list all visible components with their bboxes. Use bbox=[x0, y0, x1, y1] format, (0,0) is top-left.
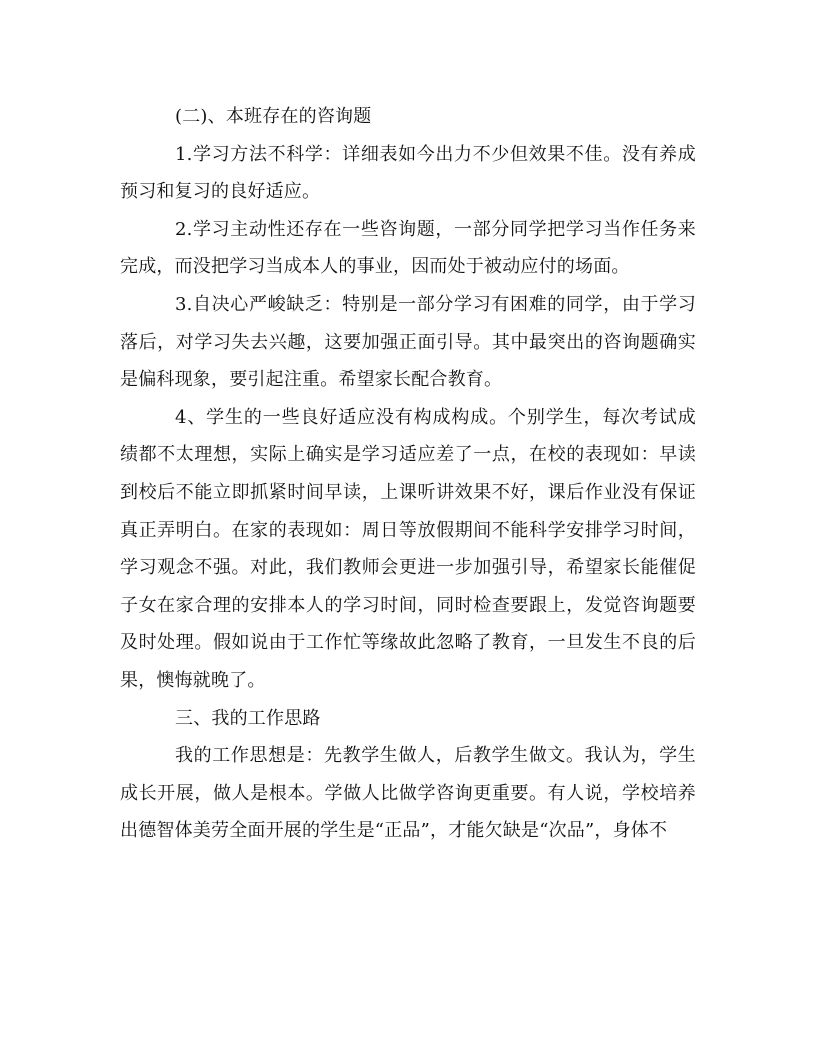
paragraph-work-philosophy: 我的工作思想是：先教学生做人，后教学生做文。我认为，学生成长开展，做人是根本。学做人比做学咨询更重要。有人说，学校培养出德智体美劳全面开展的学生是“正品”，才能欠缺是“次品”，身体不 bbox=[120, 745, 696, 842]
paragraph-learning-method: 1.学习方法不科学：详细表如今出力不少但效果不佳。没有养成预习和复习的良好适应。 bbox=[120, 143, 696, 203]
section-heading-class-issues: (二)、本班存在的咨询题 bbox=[175, 106, 372, 127]
paragraph-self-determination: 3.自决心严峻缺乏：特别是一部分学习有困难的同学，由于学习落后，对学习失去兴趣，这要加强正面引导。其中最突出的咨询题确实是偏科现象，要引起注重。希望家长配合教育。 bbox=[120, 293, 696, 391]
section-heading-work-ideas: 三、我的工作思路 bbox=[175, 707, 321, 729]
paragraph-good-habits: 4、学生的一些良好适应没有构成构成。个别学生，每次考试成绩都不太理想，实际上确实是学习适应差了一点，在校的表现如：早读到校后不能立即抓紧时间早读，上课听讲效果不好，课后作业没有保证真正弄明白。在家的表现如：周日等放假期间不能科学安排学习时间，学习观念不强。对此，我们教师会更进一步加强引导，希望家长能催促子女在家合理的安排本人的学习时间，同时检查要跟上，发觉咨询题要及时处理。假如说由于工作忙等缘故此忽略了教育，一旦发生不良的后果，懊悔就晚了。 bbox=[120, 406, 696, 691]
paragraph-learning-initiative: 2.学习主动性还存在一些咨询题，一部分同学把学习当作任务来完成，而没把学习当成本人的事业，因而处于被动应付的场面。 bbox=[120, 218, 696, 278]
document-body bbox=[120, 98, 696, 850]
